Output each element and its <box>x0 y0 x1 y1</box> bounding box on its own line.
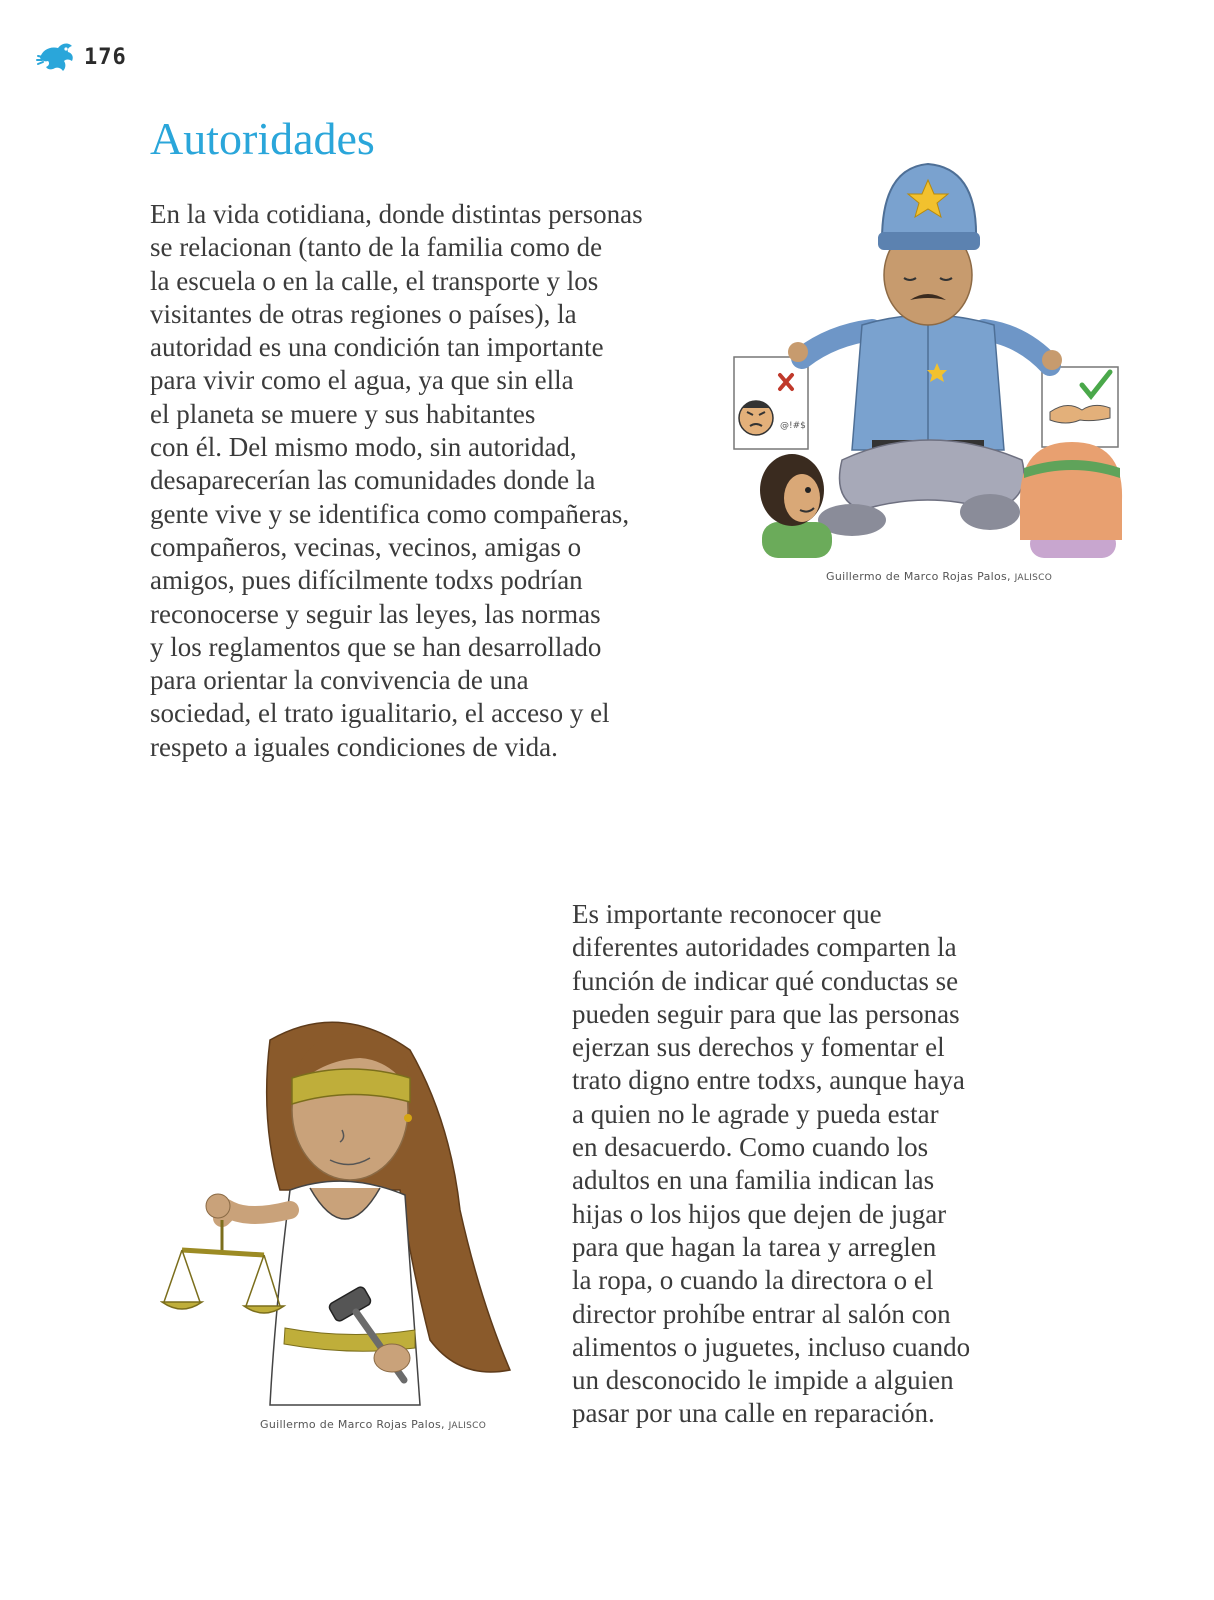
text-line: amigos, pues difícilmente todxs podrían <box>150 565 583 596</box>
caption-author: Guillermo de Marco Rojas Palos, <box>260 1418 445 1431</box>
text-line: con él. Del mismo modo, sin autoridad, <box>150 432 577 463</box>
caption-region: JALISCO <box>448 1421 487 1431</box>
text-line: Es importante reconocer que <box>572 899 882 929</box>
text-line: para vivir como el agua, ya que sin ella <box>150 365 574 396</box>
text-line: autoridad es una condición tan importante <box>150 332 604 363</box>
text-line: adultos en una familia indican las <box>572 1165 935 1196</box>
text-line: En la vida cotidiana, donde distintas personas <box>150 199 643 229</box>
text-line: la ropa, o cuando la directora o el <box>572 1265 934 1296</box>
text-line: pasar por una calle en reparación. <box>572 1398 935 1429</box>
text-line: en desacuerdo. Como cuando los <box>572 1132 929 1163</box>
figure-1-caption <box>826 570 1052 583</box>
svg-text:@!#$: @!#$ <box>780 421 806 431</box>
text-line: reconocerse y seguir las leyes, las normas <box>150 598 601 629</box>
lady-justice-illustration <box>160 1010 520 1420</box>
disapproval-sign <box>734 357 808 449</box>
text-line: un desconocido le impide a alguien <box>572 1365 954 1396</box>
text-line: se relacionan (tanto de la familia como de <box>150 232 603 263</box>
text-line: la escuela o en la calle, el transporte y los <box>150 265 599 296</box>
text-line: hijas o los hijos que dejen de jugar <box>572 1198 947 1229</box>
page-number: 176 <box>84 44 127 70</box>
text-line: respeto a iguales condiciones de vida. <box>150 731 558 762</box>
child-left <box>760 454 832 558</box>
text-line: para orientar la convivencia de una <box>150 665 529 696</box>
text-line: para que hagan la tarea y arreglen <box>572 1231 937 1262</box>
text-line: y los reglamentos que se han desarrollado <box>150 631 602 662</box>
text-line: alimentos o juguetes, incluso cuando <box>572 1331 971 1362</box>
text-line: director prohíbe entrar al salón con <box>572 1298 951 1329</box>
child-right <box>1020 442 1122 558</box>
police-officer-illustration <box>732 160 1124 558</box>
lizard-icon <box>36 40 76 74</box>
text-line: compañeros, vecinas, vecinos, amigas o <box>150 531 582 562</box>
text-line: ejerzan sus derechos y fomentar el <box>572 1032 945 1063</box>
page-marker <box>36 40 127 74</box>
approval-sign <box>1042 367 1118 447</box>
paragraph-1 <box>150 198 725 764</box>
figure-2-caption <box>260 1418 486 1431</box>
text-line: pueden seguir para que las personas <box>572 998 960 1029</box>
text-line: función de indicar qué conductas se <box>572 965 959 996</box>
caption-region: JALISCO <box>1014 573 1053 583</box>
text-line: visitantes de otras regiones o países), la <box>150 298 577 329</box>
page-title: Autoridades <box>150 113 375 164</box>
text-line: el planeta se muere y sus habitantes <box>150 398 536 429</box>
text-line: trato digno entre todxs, aunque haya <box>572 1065 965 1096</box>
caption-author: Guillermo de Marco Rojas Palos, <box>826 570 1011 583</box>
text-line: diferentes autoridades comparten la <box>572 932 957 963</box>
text-line: a quien no le agrade y pueda estar <box>572 1098 939 1129</box>
text-line: desaparecerían las comunidades donde la <box>150 465 596 496</box>
text-line: gente vive y se identifica como compañeras, <box>150 498 630 529</box>
paragraph-2 <box>572 898 1042 1431</box>
text-line: sociedad, el trato igualitario, el acceso y el <box>150 698 610 729</box>
